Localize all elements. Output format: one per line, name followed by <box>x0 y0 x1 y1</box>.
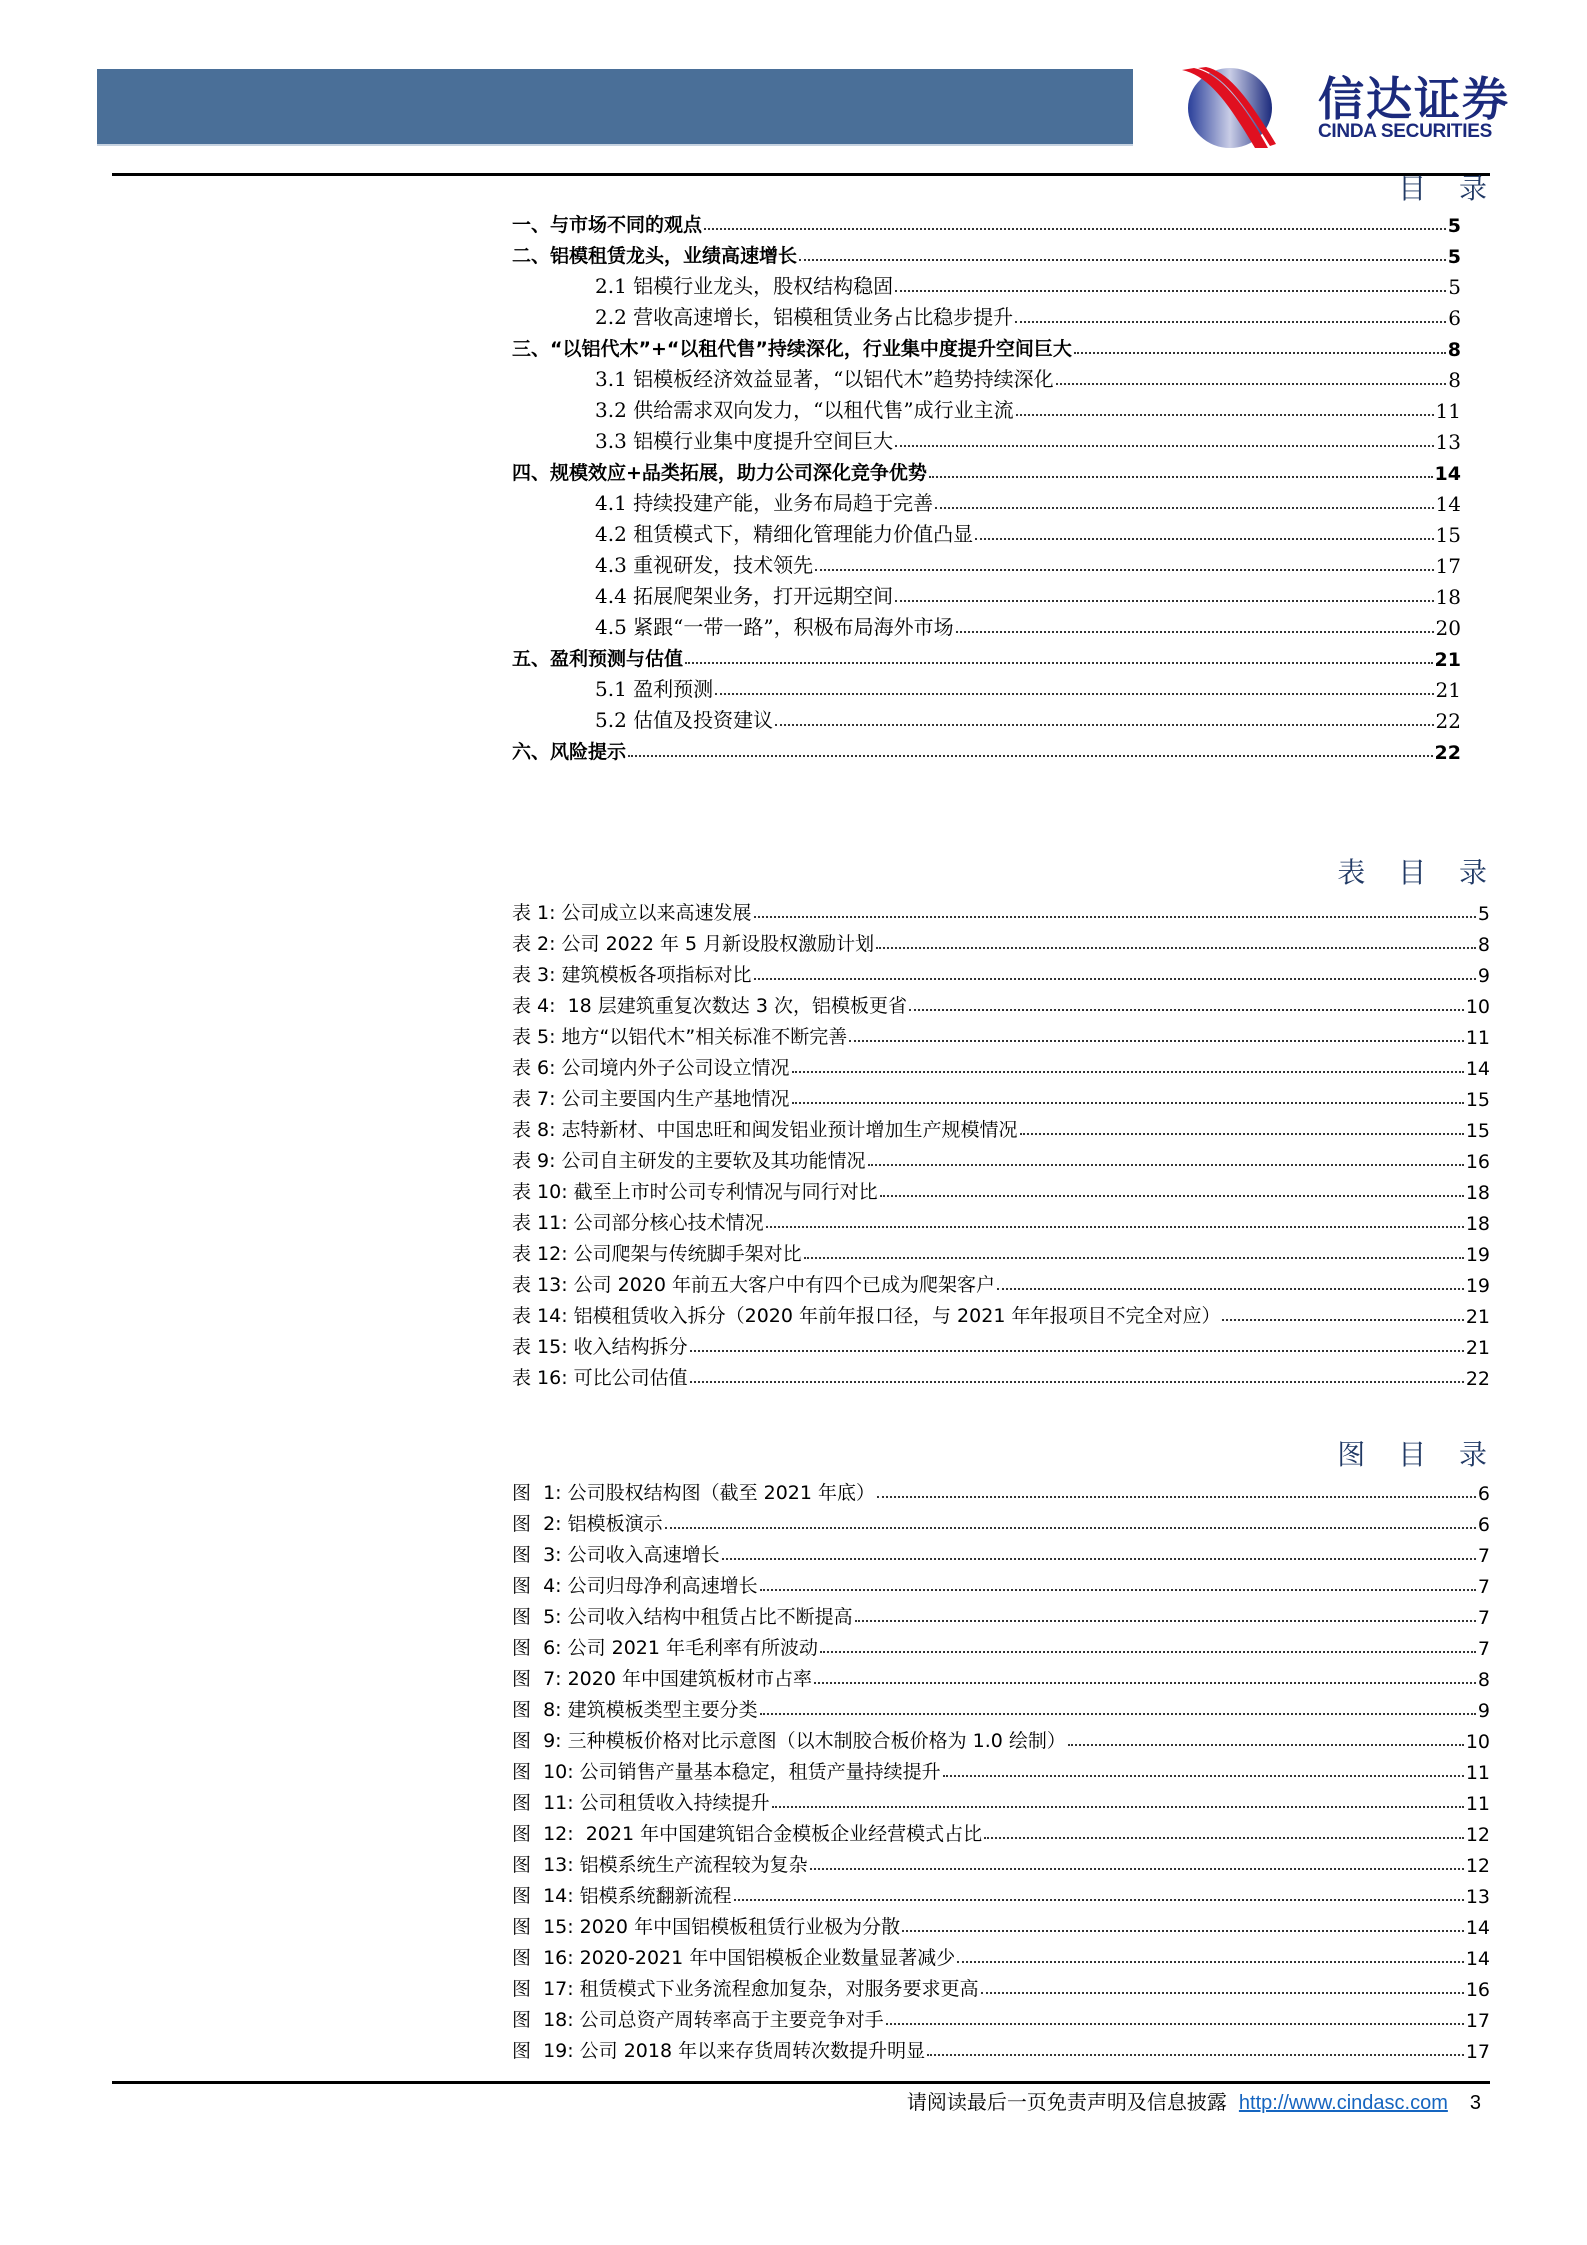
entry-page: 21 <box>1465 1337 1490 1359</box>
dot-leader <box>877 1496 1476 1498</box>
footer-disclaimer: 请阅读最后一页免责声明及信息披露 <box>906 2090 1227 2114</box>
entry-page: 7 <box>1477 1638 1490 1660</box>
dot-leader <box>760 1713 1476 1715</box>
figure-entry[interactable] <box>512 1474 1490 1505</box>
dot-leader <box>956 631 1434 633</box>
dot-leader <box>935 507 1433 509</box>
dot-leader <box>1222 1319 1463 1321</box>
entry-page: 8 <box>1448 368 1461 392</box>
dot-leader <box>943 1775 1464 1777</box>
entry-page: 8 <box>1477 934 1490 956</box>
dot-leader <box>984 1837 1464 1839</box>
dot-leader <box>772 1806 1464 1808</box>
entry-page: 22 <box>1434 742 1461 764</box>
dot-leader <box>810 1868 1464 1870</box>
dot-leader <box>975 538 1433 540</box>
entry-page: 6 <box>1448 306 1461 330</box>
dot-leader <box>895 600 1433 602</box>
entry-page: 9 <box>1477 1700 1490 1722</box>
figure-entry[interactable] <box>512 1846 1490 1877</box>
entry-label: 五、盈利预测与估值 <box>512 648 684 670</box>
toc-entry[interactable] <box>512 609 1461 640</box>
entry-page: 11 <box>1435 399 1461 423</box>
dot-leader <box>715 693 1433 695</box>
figure-entry[interactable] <box>512 2032 1490 2063</box>
entry-prefix: 图 1: <box>512 1482 562 1504</box>
dot-leader <box>799 259 1446 261</box>
figure-entry[interactable] <box>512 1908 1490 1939</box>
entry-page: 22 <box>1465 1368 1490 1390</box>
entry-label: 公司 2020 年前五大客户中有四个已成为爬架客户 <box>573 1274 996 1296</box>
entry-prefix: 表 5: <box>512 1026 556 1048</box>
entry-page: 15 <box>1465 1120 1490 1142</box>
table-entry[interactable] <box>512 987 1490 1018</box>
entry-page: 18 <box>1435 585 1461 609</box>
table-entry[interactable] <box>512 1049 1490 1080</box>
toc-entry[interactable] <box>512 206 1461 237</box>
entry-prefix: 表 12: <box>512 1243 568 1265</box>
figure-entry[interactable] <box>512 1815 1490 1846</box>
toc-list <box>512 206 1461 764</box>
dot-leader <box>997 1288 1464 1290</box>
entry-page: 8 <box>1447 339 1461 361</box>
entry-label: 2.2 营收高速增长，铝模租赁业务占比稳步提升 <box>595 305 1014 329</box>
figure-entry[interactable] <box>512 1877 1490 1908</box>
figure-entry[interactable] <box>512 1691 1490 1722</box>
entry-page: 14 <box>1465 1917 1490 1939</box>
cinda-logo-icon <box>1160 66 1290 150</box>
entry-page: 19 <box>1465 1244 1490 1266</box>
table-entry[interactable] <box>512 1080 1490 1111</box>
table-entry[interactable] <box>512 1173 1490 1204</box>
entry-prefix: 表 8: <box>512 1119 556 1141</box>
entry-prefix: 表 2: <box>512 933 556 955</box>
entry-page: 10 <box>1465 1731 1490 1753</box>
entry-page: 12 <box>1465 1824 1490 1846</box>
toc-entry[interactable] <box>512 516 1461 547</box>
entry-page: 6 <box>1477 1514 1490 1536</box>
dot-leader <box>1068 1744 1464 1746</box>
table-entry[interactable] <box>512 1204 1490 1235</box>
dot-leader <box>880 1195 1464 1197</box>
toc-entry[interactable] <box>512 268 1461 299</box>
entry-page: 17 <box>1465 2010 1490 2032</box>
dot-leader <box>815 569 1433 571</box>
entry-label: 公司归母净利高速增长 <box>567 1575 758 1597</box>
entry-page: 5 <box>1447 246 1461 268</box>
dot-leader <box>849 1040 1464 1042</box>
dot-leader <box>804 1257 1464 1259</box>
toc-entry[interactable] <box>512 392 1461 423</box>
dot-leader <box>957 1961 1464 1963</box>
figure-entry[interactable] <box>512 2001 1490 2032</box>
brand-name-en: CINDA SECURITIES <box>1318 121 1492 142</box>
table-entry[interactable] <box>512 1111 1490 1142</box>
toc-entry[interactable] <box>512 361 1461 392</box>
entry-prefix: 图 12: <box>512 1823 574 1845</box>
entry-page: 5 <box>1447 215 1461 237</box>
entry-prefix: 表 13: <box>512 1274 568 1296</box>
entry-label: 建筑模板各项指标对比 <box>561 964 752 986</box>
table-entry[interactable] <box>512 1235 1490 1266</box>
toc-entry[interactable] <box>512 578 1461 609</box>
entry-label: 公司总资产周转率高于主要竞争对手 <box>579 2009 884 2031</box>
entry-prefix: 图 19: <box>512 2040 574 2062</box>
dot-leader <box>792 1102 1464 1104</box>
entry-page: 14 <box>1465 1948 1490 1970</box>
entry-label: 2020 年中国铝模板租赁行业极为分散 <box>579 1916 901 1938</box>
table-entry[interactable] <box>512 956 1490 987</box>
dot-leader <box>855 1620 1476 1622</box>
entry-prefix: 图 16: <box>512 1947 574 1969</box>
toc-entry[interactable] <box>512 423 1461 454</box>
entry-page: 15 <box>1465 1089 1490 1111</box>
dot-leader <box>981 1992 1464 1994</box>
entry-page: 14 <box>1435 492 1461 516</box>
dot-leader <box>628 755 1433 757</box>
entry-label: 公司收入结构中租赁占比不断提高 <box>567 1606 853 1628</box>
entry-prefix: 表 7: <box>512 1088 556 1110</box>
entry-label: 2020-2021 年中国铝模板企业数量显著减少 <box>579 1947 956 1969</box>
entry-label: 公司收入高速增长 <box>567 1544 720 1566</box>
toc-entry[interactable] <box>512 237 1461 268</box>
entry-label: 公司 2018 年以来存货周转次数提升明显 <box>579 2040 926 2062</box>
entry-page: 18 <box>1465 1213 1490 1235</box>
entry-label: 2021 年中国建筑铝合金模板企业经营模式占比 <box>579 1823 983 1845</box>
entry-label: 铝模板演示 <box>567 1513 663 1535</box>
dot-leader <box>690 1350 1464 1352</box>
entry-page: 17 <box>1465 2041 1490 2063</box>
dot-leader <box>1015 321 1446 323</box>
entry-page: 13 <box>1435 430 1461 454</box>
dot-leader <box>775 724 1433 726</box>
entry-label: 租赁模式下业务流程愈加复杂，对服务要求更高 <box>579 1978 979 2000</box>
entry-page: 7 <box>1477 1576 1490 1598</box>
entry-page: 14 <box>1434 463 1461 485</box>
entry-page: 15 <box>1435 523 1461 547</box>
entry-prefix: 表 1: <box>512 902 556 924</box>
entry-page: 11 <box>1465 1762 1490 1784</box>
entry-label: 志特新材、中国忠旺和闽发铝业预计增加生产规模情况 <box>561 1119 1018 1141</box>
entry-prefix: 图 7: <box>512 1668 562 1690</box>
dot-leader <box>895 290 1446 292</box>
toc-entry[interactable] <box>512 485 1461 516</box>
entry-prefix: 图 8: <box>512 1699 562 1721</box>
entry-prefix: 表 15: <box>512 1336 568 1358</box>
entry-label: 3.2 供给需求双向发力，“以租代售”成行业主流 <box>595 398 1014 422</box>
entry-page: 8 <box>1477 1669 1490 1691</box>
dot-leader <box>895 445 1433 447</box>
dot-leader <box>734 1899 1464 1901</box>
table-entry[interactable] <box>512 925 1490 956</box>
entry-label: 三种模板价格对比示意图（以木制胶合板价格为 1.0 绘制） <box>567 1730 1066 1752</box>
entry-page: 20 <box>1435 616 1461 640</box>
table-entry[interactable] <box>512 1328 1490 1359</box>
entry-page: 19 <box>1465 1275 1490 1297</box>
toc-entry[interactable] <box>512 733 1461 764</box>
entry-page: 13 <box>1465 1886 1490 1908</box>
table-entry[interactable] <box>512 1359 1490 1390</box>
entry-page: 22 <box>1435 709 1461 733</box>
dot-leader <box>868 1164 1464 1166</box>
entry-label: 铝模租赁收入拆分（2020 年前年报口径，与 2021 年年报项目不完全对应） <box>573 1305 1221 1327</box>
toc-entry[interactable] <box>512 454 1461 485</box>
entry-prefix: 图 13: <box>512 1854 574 1876</box>
entry-prefix: 表 3: <box>512 964 556 986</box>
entry-label: 公司主要国内生产基地情况 <box>561 1088 790 1110</box>
entry-page: 14 <box>1465 1058 1490 1080</box>
dot-leader <box>820 1651 1476 1653</box>
entry-prefix: 图 18: <box>512 2009 574 2031</box>
dot-leader <box>1016 414 1434 416</box>
figure-entry[interactable] <box>512 1598 1490 1629</box>
dot-leader <box>876 947 1476 949</box>
entry-label: 4.1 持续投建产能，业务布局趋于完善 <box>595 491 934 515</box>
entry-page: 6 <box>1477 1483 1490 1505</box>
entry-label: 截至上市时公司专利情况与同行对比 <box>573 1181 878 1203</box>
figure-entry[interactable] <box>512 1722 1490 1753</box>
entry-page: 5 <box>1477 903 1490 925</box>
dot-leader <box>760 1589 1476 1591</box>
dot-leader <box>927 2054 1464 2056</box>
toc-entry[interactable] <box>512 547 1461 578</box>
entry-label: 四、规模效应+品类拓展，助力公司深化竞争优势 <box>512 462 927 484</box>
entry-page: 7 <box>1477 1607 1490 1629</box>
toc-entry[interactable] <box>512 671 1461 702</box>
entry-prefix: 图 9: <box>512 1730 562 1752</box>
entry-prefix: 图 2: <box>512 1513 562 1535</box>
entry-label: 3.1 铝模板经济效益显著，“以铝代木”趋势持续深化 <box>595 367 1054 391</box>
entry-page: 21 <box>1435 678 1461 702</box>
entry-page: 11 <box>1465 1793 1490 1815</box>
tables-list <box>512 894 1490 1390</box>
dot-leader <box>665 1527 1476 1529</box>
figure-entry[interactable] <box>512 1970 1490 2001</box>
entry-prefix: 图 11: <box>512 1792 574 1814</box>
dot-leader <box>685 662 1433 664</box>
dot-leader <box>1056 383 1447 385</box>
entry-prefix: 图 10: <box>512 1761 574 1783</box>
entry-page: 16 <box>1465 1151 1490 1173</box>
toc-entry[interactable] <box>512 299 1461 330</box>
entry-label: 建筑模板类型主要分类 <box>567 1699 758 1721</box>
entry-page: 11 <box>1465 1027 1490 1049</box>
entry-label: 4.2 租赁模式下，精细化管理能力价值凸显 <box>595 522 974 546</box>
header-banner <box>97 69 1133 146</box>
figure-entry[interactable] <box>512 1753 1490 1784</box>
figure-entry[interactable] <box>512 1567 1490 1598</box>
entry-label: 六、风险提示 <box>512 741 627 763</box>
header-rule <box>112 173 1490 176</box>
entry-page: 16 <box>1465 1979 1490 2001</box>
entry-label: 公司股权结构图（截至 2021 年底） <box>567 1482 876 1504</box>
entry-prefix: 表 6: <box>512 1057 556 1079</box>
dot-leader <box>902 1930 1464 1932</box>
entry-label: 公司成立以来高速发展 <box>561 902 752 924</box>
entry-page: 9 <box>1477 965 1490 987</box>
entry-page: 21 <box>1434 649 1461 671</box>
entry-label: 公司 2022 年 5 月新设股权激励计划 <box>561 933 875 955</box>
dot-leader <box>1020 1133 1464 1135</box>
entry-label: 一、与市场不同的观点 <box>512 214 703 236</box>
entry-prefix: 表 10: <box>512 1181 568 1203</box>
entry-label: 5.1 盈利预测 <box>595 677 714 701</box>
entry-label: 5.2 估值及投资建议 <box>595 708 774 732</box>
figures-list <box>512 1474 1490 2063</box>
entry-label: 公司爬架与传统脚手架对比 <box>573 1243 802 1265</box>
toc-entry[interactable] <box>512 640 1461 671</box>
entry-label: 2.1 铝模行业龙头，股权结构稳固 <box>595 274 894 298</box>
entry-prefix: 图 5: <box>512 1606 562 1628</box>
entry-prefix: 图 17: <box>512 1978 574 2000</box>
dot-leader <box>766 1226 1464 1228</box>
entry-page: 5 <box>1448 275 1461 299</box>
entry-prefix: 图 14: <box>512 1885 574 1907</box>
entry-label: 地方“以铝代木”相关标准不断完善 <box>561 1026 848 1048</box>
toc-title: 目 录 <box>1398 172 1499 205</box>
entry-label: 3.3 铝模行业集中度提升空间巨大 <box>595 429 894 453</box>
entry-prefix: 表 11: <box>512 1212 568 1234</box>
dot-leader <box>814 1682 1476 1684</box>
entry-label: 铝模系统翻新流程 <box>579 1885 732 1907</box>
table-entry[interactable] <box>512 1142 1490 1173</box>
figure-entry[interactable] <box>512 1505 1490 1536</box>
figure-entry[interactable] <box>512 1660 1490 1691</box>
dot-leader <box>909 1009 1464 1011</box>
entry-page: 12 <box>1465 1855 1490 1877</box>
table-entry[interactable] <box>512 1297 1490 1328</box>
entry-label: 铝模系统生产流程较为复杂 <box>579 1854 808 1876</box>
website-link[interactable]: http://www.cindasc.com <box>1238 2092 1448 2114</box>
figure-entry[interactable] <box>512 1629 1490 1660</box>
entry-page: 21 <box>1465 1306 1490 1328</box>
entry-prefix: 图 4: <box>512 1575 562 1597</box>
entry-label: 4.3 重视研发，技术领先 <box>595 553 814 577</box>
toc-entry[interactable] <box>512 330 1461 361</box>
entry-label: 公司租赁收入持续提升 <box>579 1792 770 1814</box>
entry-page: 7 <box>1477 1545 1490 1567</box>
figure-entry[interactable] <box>512 1784 1490 1815</box>
dot-leader <box>690 1381 1464 1383</box>
entry-page: 10 <box>1465 996 1490 1018</box>
entry-prefix: 图 15: <box>512 1916 574 1938</box>
figure-entry[interactable] <box>512 1939 1490 1970</box>
entry-prefix: 图 6: <box>512 1637 562 1659</box>
entry-label: 公司 2021 年毛利率有所波动 <box>567 1637 819 1659</box>
dot-leader <box>1074 352 1446 354</box>
table-entry[interactable] <box>512 894 1490 925</box>
entry-label: 可比公司估值 <box>573 1367 688 1389</box>
entry-label: 收入结构拆分 <box>573 1336 688 1358</box>
entry-page: 17 <box>1435 554 1461 578</box>
entry-label: 18 层建筑重复次数达 3 次，铝模板更省 <box>561 995 907 1017</box>
entry-prefix: 表 16: <box>512 1367 568 1389</box>
entry-label: 二、铝模租赁龙头，业绩高速增长 <box>512 245 798 267</box>
toc-entry[interactable] <box>512 702 1461 733</box>
table-entry[interactable] <box>512 1018 1490 1049</box>
entry-label: 公司境内外子公司设立情况 <box>561 1057 790 1079</box>
entry-label: 2020 年中国建筑板材市占率 <box>567 1668 812 1690</box>
footer <box>907 2086 1481 2115</box>
entry-prefix: 表 14: <box>512 1305 568 1327</box>
entry-prefix: 图 3: <box>512 1544 562 1566</box>
tables-title: 表 目 录 <box>1337 856 1499 889</box>
figures-title: 图 目 录 <box>1337 1438 1499 1471</box>
entry-prefix: 表 4: <box>512 995 556 1017</box>
dot-leader <box>792 1071 1464 1073</box>
dot-leader <box>754 916 1476 918</box>
entry-label: 三、“以铝代木”+“以租代售”持续深化，行业集中度提升空间巨大 <box>512 338 1072 360</box>
entry-label: 公司销售产量基本稳定，租赁产量持续提升 <box>579 1761 941 1783</box>
dot-leader <box>754 978 1476 980</box>
dot-leader <box>886 2023 1464 2025</box>
figure-entry[interactable] <box>512 1536 1490 1567</box>
dot-leader <box>722 1558 1476 1560</box>
entry-label: 公司自主研发的主要软及其功能情况 <box>561 1150 866 1172</box>
entry-label: 4.4 拓展爬架业务，打开远期空间 <box>595 584 894 608</box>
entry-label: 4.5 紧跟“一带一路”，积极布局海外市场 <box>595 615 954 639</box>
table-entry[interactable] <box>512 1266 1490 1297</box>
entry-prefix: 表 9: <box>512 1150 556 1172</box>
entry-page: 18 <box>1465 1182 1490 1204</box>
entry-label: 公司部分核心技术情况 <box>573 1212 764 1234</box>
brand-name-cn: 信达证券 <box>1318 72 1510 126</box>
footer-rule <box>112 2081 1490 2084</box>
dot-leader <box>929 476 1433 478</box>
page-number: 3 <box>1469 2092 1481 2114</box>
dot-leader <box>704 228 1446 230</box>
